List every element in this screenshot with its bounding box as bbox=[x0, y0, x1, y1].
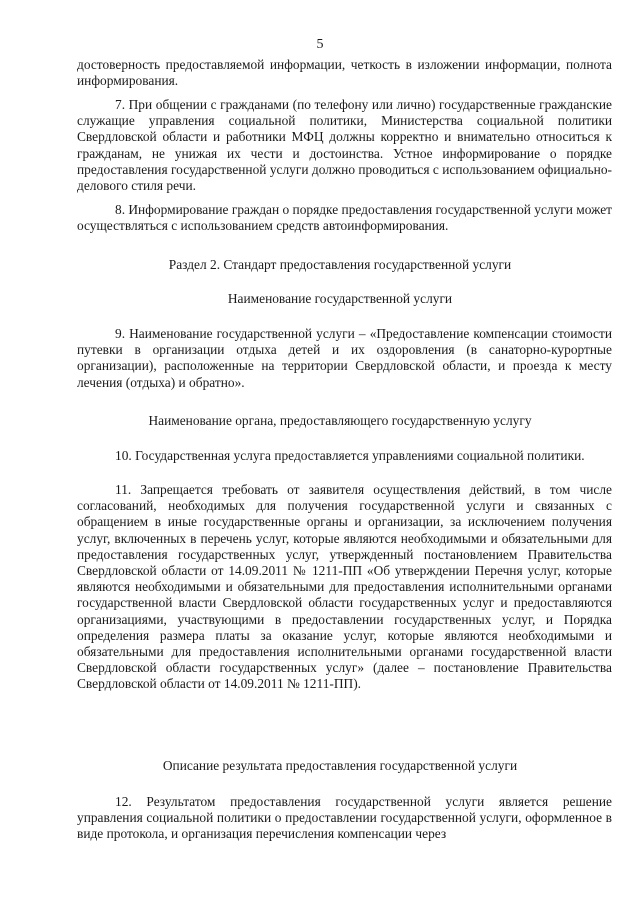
result-description-heading: Описание результата предоставления государственной услуги bbox=[162, 758, 518, 773]
service-name-heading: Наименование государственной услуги bbox=[227, 291, 453, 306]
paragraph-8: 8. Информирование граждан о порядке предоставления государственной услуги может осуществляться с использованием средств автоинформирования. bbox=[77, 202, 613, 234]
paragraph-12: 12. Результатом предоставления государственной услуги является решение управления социальной политики о предоставлении государственной услуги, оформленное в виде протокола, и организация перечисления компенсации через bbox=[77, 794, 612, 842]
page-number: 5 bbox=[316, 37, 324, 52]
paragraph-continued: достоверность предоставляемой информации, четкость в изложении информации, полнота информирования. bbox=[77, 57, 612, 89]
paragraph-11: 11. Запрещается требовать от заявителя осуществления действий, в том числе согласований, необходимых для получения государственной услуги и связанных с обращением в иные государственные органы и организации, за исключением получения услуг, включенных в перечень услуг, которые являются необходимыми и обязательными для предоставления государственных услуг, утвержденный постановлением Правительства Свердловской области от 14.09.2011 № 1211-ПП «Об утверждении Перечня услуг, которые являются необходимыми и обязательными для предоставления исполнительными органами государственной власти Свердловской области государственных услуг и предоставляются организациями, участвующими в предоставлении государственных услуг, и Порядка определения размера платы за оказание услуг, которые являются необходимыми и обязательными для предоставления исполнительными органами государственной власти Свердловской области государственных услуг» (далее – постановление Правительства Свердловской области от 14.09.2011 № 1211-ПП). bbox=[77, 482, 612, 692]
paragraph-10: 10. Государственная услуга предоставляется управлениями социальной политики. bbox=[115, 448, 585, 463]
paragraph-9: 9. Наименование государственной услуги – «Предоставление компенсации стоимости путевки в организации отдыха детей и их оздоровления (в санаторно-курортные организации), расположенные на территории Свердловской области, и проезда к месту лечения (отдыха) и обратно». bbox=[77, 326, 612, 390]
section-2-heading: Раздел 2. Стандарт предоставления государственной услуги bbox=[168, 257, 512, 272]
paragraph-7: 7. При общении с гражданами (по телефону или лично) государственные гражданские служащие управления социальной политики, Министерства социальной политики Свердловской области и работники МФЦ должны корректно и внимательно относиться к гражданам, не унижая их чести и достоинства. Устное информирование о порядке предоставления государственной услуги должно проводиться с использованием официально-делового стиля речи. bbox=[77, 97, 612, 194]
organ-name-heading: Наименование органа, предоставляющего государственную услугу bbox=[148, 413, 532, 428]
